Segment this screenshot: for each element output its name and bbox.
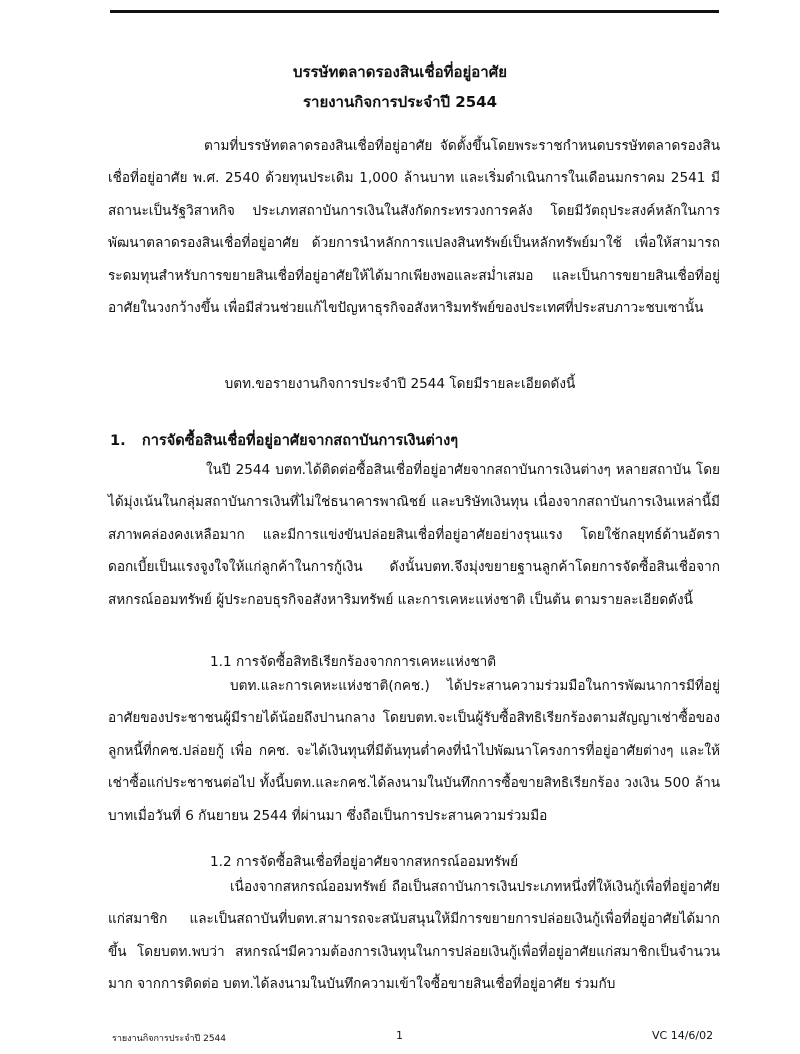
top-rule	[110, 10, 719, 13]
footer-report-title: รายงานกิจการประจำปี 2544	[112, 1034, 227, 1044]
footer-page-number: 1	[396, 1029, 403, 1042]
section-1-2-paragraph: เนื่องจากสหกรณ์ออมทรัพย์ ถือเป็นสถาบันการเงินประเภทหนึ่งที่ให้เงินกู้เพื่อที่อยู่อาศัยแก่สมาชิก และเป็นสถาบันที่บตท.สามารถจะสนับสนุนให้มีการขยายการปล่อยเงินกู้เพื่อที่อยู่อาศัยได้มากขึ้น โดยบตท.พบว่า สหกรณ์ฯมีความต้องการเงินทุนในการปล่อยเงินกู้เพื่อที่อยู่อาศัยแก่สมาชิกเป็นจำนวนมาก จากการติดต่อ บตท.ได้ลงนามในบันทึกความเข้าใจซื้อขายสินเชื่อที่อยู่อาศัย ร่วมกับ	[108, 879, 720, 993]
section-1-1-paragraph: บตท.และการเคหะแห่งชาติ(กคช.) ได้ประสานความร่วมมือในการพัฒนาการมีที่อยู่อาศัยของประชาชนผู้มีรายได้น้อยถึงปานกลาง โดยบตท.จะเป็นผู้รับซื้อสิทธิเรียกร้องตามสัญญาเช่าซื้อของลูกหนี้ที่กคช.ปล่อยกู้ เพื่อ กคช. จะได้เงินทุนที่มีต้นทุนต่ำคงที่นำไปพัฒนาโครงการที่อยู่อาศัยต่างๆ และให้เช่าซื้อแก่ประชาชนต่อไป ทั้งนี้บตท.และกคช.ได้ลงนามในบันทึกการซื้อขายสิทธิเรียกร้อง วงเงิน 500 ล้านบาทเมื่อวันที่ 6 กันยายน 2544 ที่ผ่านมา ซึ่งถือเป็นการประสานความร่วมมือ	[108, 678, 720, 824]
section-1-paragraph: ในปี 2544 บตท.ได้ติดต่อซื้อสินเชื่อที่อยู่อาศัยจากสถาบันการเงินต่างๆ หลายสถาบัน โดยได้มุ่งเน้นในกลุ่มสถาบันการเงินที่ไม่ใช่ธนาคารพาณิชย์ และบริษัทเงินทุน เนื่องจากสถาบันการเงินเหล่านี้มีสภาพคล่องคงเหลือมาก และมีการแข่งขันปล่อยสินเชื่อที่อยู่อาศัยอย่างรุนแรง โดยใช้กลยุทธ์ด้านอัตราดอกเบี้ยเป็นแรงจูงใจให้แก่ลูกค้าในการกู้เงิน ดังนั้นบตท.จึงมุ่งขยายฐานลูกค้าโดยการจัดซื้อสินเชื่อจากสหกรณ์ออมทรัพย์ ผู้ประกอบธุรกิจอสังหาริมทรัพย์ และการเคหะแห่งชาติ เป็นต้น ตามรายละเอียดดังนี้	[108, 462, 720, 608]
document-title: บรรษัทตลาดรองสินเชื่อที่อยู่อาศัย	[292, 63, 508, 81]
section-1-heading	[110, 429, 458, 452]
intro-paragraph: ตามที่บรรษัทตลาดรองสินเชื่อที่อยู่อาศัย จัดตั้งขึ้นโดยพระราชกำหนดบรรษัทตลาดรองสินเชื่อที่อยู่อาศัย พ.ศ. 2540 ด้วยทุนประเดิม 1,000 ล้านบาท และเริ่มดำเนินการในเดือนมกราคม 2541 มีสถานะเป็นรัฐวิสาหกิจ ประเภทสถาบันการเงินในสังกัดกระทรวงการคลัง โดยมีวัตถุประสงค์หลักในการพัฒนาตลาดรองสินเชื่อที่อยู่อาศัย ด้วยการนำหลักการแปลงสินทรัพย์เป็นหลักทรัพย์มาใช้ เพื่อให้สามารถระดมทุนสำหรับการขยายสินเชื่อที่อยู่อาศัยให้ได้มากเพียงพอและสม่ำเสมอ และเป็นการขยายสินเชื่อที่อยู่อาศัยในวงกว้างขึ้น เพื่อมีส่วนช่วยแก้ไขปัญหาธุรกิจอสังหาริมทรัพย์ของประเทศที่ประสบภาวะชบเซานั้น	[108, 138, 720, 317]
section-1-title: การจัดซื้อสินเชื่อที่อยู่อาศัยจากสถาบันการเงินต่างๆ	[141, 432, 459, 449]
document-subtitle: รายงานกิจการประจำปี 2544	[302, 93, 498, 111]
section-1-1-heading: 1.1 การจัดซื้อสิทธิเรียกร้องจากการเคหะแห่งชาติ	[210, 654, 497, 670]
section-1-2-heading: 1.2 การจัดซื้อสินเชื่อที่อยู่อาศัยจากสหกรณ์ออมทรัพย์	[210, 854, 519, 870]
footer-version-date: VC 14/6/02	[652, 1029, 714, 1042]
section-1-number: 1.	[110, 432, 126, 449]
report-statement: บตท.ขอรายงานกิจการประจำปี 2544 โดยมีรายละเอียดดังนี้	[224, 376, 576, 392]
